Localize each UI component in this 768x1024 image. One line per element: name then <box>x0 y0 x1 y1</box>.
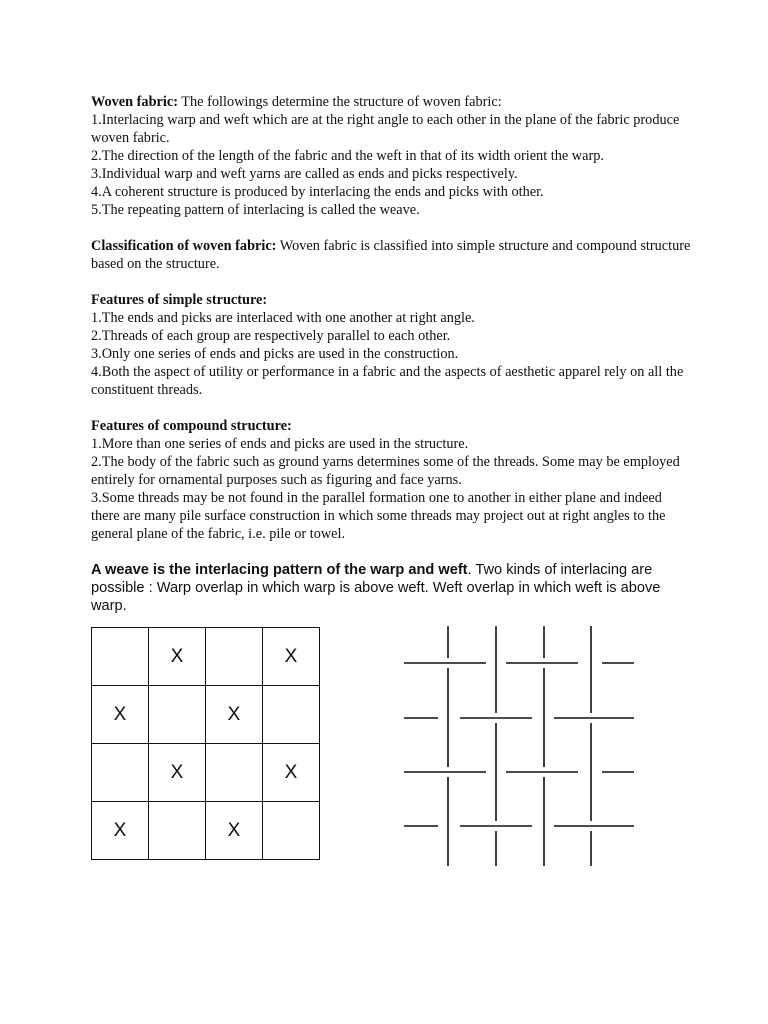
compound-structure-heading: Features of compound structure: <box>91 418 292 434</box>
grid-cell: X <box>149 628 206 686</box>
woven-fabric-heading: Woven fabric: <box>91 94 178 110</box>
grid-cell <box>92 628 149 686</box>
weave-definition: A weave is the interlacing pattern of the warp and weft. Two kinds of interlacing are possible : Warp overlap in which warp is above weft. Weft overlap in which weft is above warp. <box>91 562 661 614</box>
list-item: 1.Interlacing warp and weft which are at the right angle to each other in the plane of the fabric produce woven fabric. <box>91 112 680 146</box>
weave-grid <box>91 627 320 860</box>
grid-cell <box>92 744 149 802</box>
woven-fabric-intro: Woven fabric: The followings determine the structure of woven fabric: <box>91 94 502 110</box>
classification-text: Woven fabric is classified into simple structure and compound structure based on the structure. <box>91 238 691 272</box>
list-item: 5.The repeating pattern of interlacing is called the weave. <box>91 202 420 218</box>
grid-row <box>92 628 320 686</box>
woven-fabric-section <box>91 93 691 219</box>
list-item: 2.The body of the fabric such as ground yarns determines some of the threads. Some may be employed entirely for ornamental purposes such as figuring and face yarns. <box>91 454 680 488</box>
list-item: 1.More than one series of ends and picks are used in the structure. <box>91 436 469 452</box>
list-item: 4.Both the aspect of utility or performance in a fabric and the aspects of aesthetic apparel rely on all the constituent threads. <box>91 364 684 398</box>
list-item: 2.The direction of the length of the fabric and the weft in that of its width orient the warp. <box>91 148 604 164</box>
grid-cell: X <box>92 802 149 860</box>
grid-cell: X <box>263 744 320 802</box>
grid-cell <box>149 802 206 860</box>
list-item: 3.Individual warp and weft yarns are called as ends and picks respectively. <box>91 166 518 182</box>
grid-cell: X <box>149 744 206 802</box>
simple-structure-section <box>91 291 691 399</box>
grid-cell: X <box>206 802 263 860</box>
list-item: 2.Threads of each group are respectively parallel to each other. <box>91 328 451 344</box>
compound-structure-section <box>91 417 691 543</box>
list-item: 1.The ends and picks are interlaced with one another at right angle. <box>91 310 475 326</box>
grid-row <box>92 686 320 744</box>
grid-cell: X <box>206 686 263 744</box>
grid-cell <box>206 744 263 802</box>
grid-row <box>92 802 320 860</box>
grid-cell: X <box>92 686 149 744</box>
list-item: 4.A coherent structure is produced by interlacing the ends and picks with other. <box>91 184 544 200</box>
grid-row <box>92 744 320 802</box>
classification-section <box>91 237 691 273</box>
document-page <box>91 93 691 615</box>
grid-cell <box>149 686 206 744</box>
grid-cell <box>206 628 263 686</box>
classification-heading: Classification of woven fabric: <box>91 238 277 254</box>
list-item: 3.Only one series of ends and picks are used in the construction. <box>91 346 459 362</box>
weave-interlacing-diagram <box>400 624 640 870</box>
list-item: 3.Some threads may be not found in the parallel formation one to another in either plane and indeed there are many pile surface construction in which some threads may project out at right angles to the general plane of the fabric, i.e. pile or towel. <box>91 490 666 542</box>
simple-structure-heading: Features of simple structure: <box>91 292 268 308</box>
grid-cell <box>263 686 320 744</box>
grid-cell <box>263 802 320 860</box>
grid-cell: X <box>263 628 320 686</box>
